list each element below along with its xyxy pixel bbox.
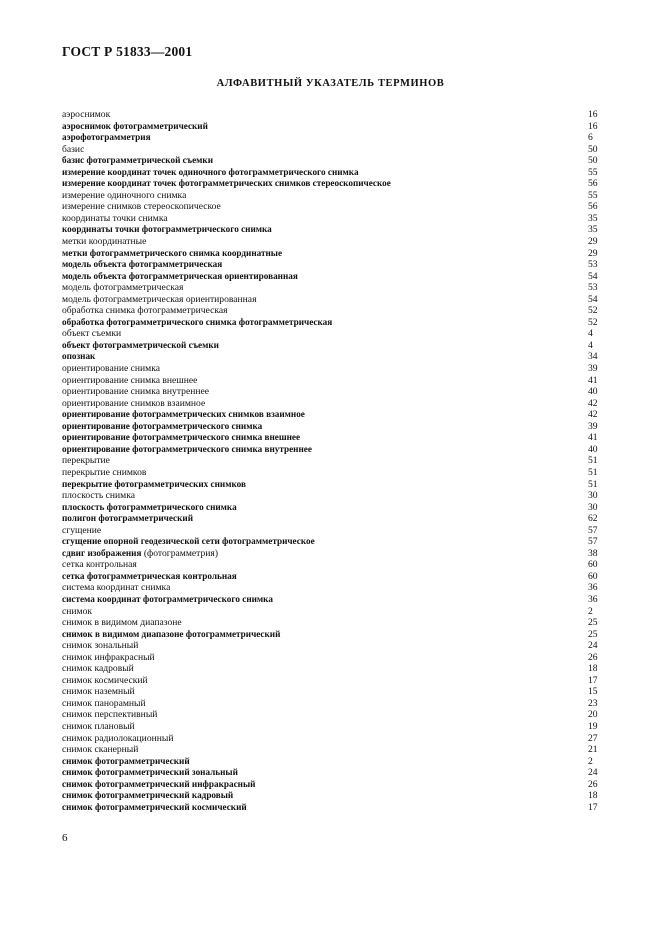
index-entry xyxy=(62,178,600,190)
index-page-ref: 17 xyxy=(588,801,598,813)
index-entry xyxy=(62,779,600,791)
index-term-text: снимок космический xyxy=(62,674,148,686)
index-page-ref: 17 xyxy=(588,674,598,686)
index-page-ref: 36 xyxy=(588,593,598,605)
index-term xyxy=(62,640,138,652)
index-entry xyxy=(62,467,600,479)
index-term xyxy=(62,548,218,560)
index-page-ref: 16 xyxy=(588,109,598,120)
index-term xyxy=(62,559,137,571)
index-entry xyxy=(62,548,600,560)
index-term-text: снимок в видимом диапазоне фотограмметрический xyxy=(62,628,281,639)
index-term-text: аэрофотограмметрия xyxy=(62,132,151,143)
index-term xyxy=(62,259,222,271)
index-term-text: снимок фотограмметрический xyxy=(62,755,190,766)
index-page-ref: 41 xyxy=(588,374,598,386)
index-entry xyxy=(62,802,600,814)
index-term-text: модель объекта фотограмметрическая ориентированная xyxy=(62,270,298,281)
index-entry xyxy=(62,190,600,202)
index-entry xyxy=(62,201,600,213)
index-page-ref: 55 xyxy=(588,189,598,201)
index-term xyxy=(62,375,197,387)
index-entry xyxy=(62,363,600,375)
index-page-ref: 29 xyxy=(588,236,598,248)
index-term-text: снимок плановый xyxy=(62,720,135,732)
index-term xyxy=(62,109,110,121)
index-term-text: сетка фотограмметрическая контрольная xyxy=(62,570,237,581)
index-page-ref: 57 xyxy=(588,524,598,536)
index-page-ref: 40 xyxy=(588,443,598,455)
index-term-text: перекрытие фотограмметрических снимков xyxy=(62,478,246,489)
index-term xyxy=(62,282,183,294)
index-entry xyxy=(62,167,600,179)
index-term xyxy=(62,675,148,687)
index-entry xyxy=(62,455,600,467)
index-page-ref: 4 xyxy=(588,328,593,340)
index-term-text: обработка фотограмметрического снимка фотограмметрическая xyxy=(62,316,333,327)
index-term-text: плоскость фотограмметрического снимка xyxy=(62,501,237,512)
index-entry xyxy=(62,513,600,525)
index-entry xyxy=(62,686,600,698)
index-term-text: сдвиг изображения xyxy=(62,547,142,558)
index-entry xyxy=(62,282,600,294)
index-term-text: модель фотограмметрическая ориентированная xyxy=(62,293,257,305)
index-term xyxy=(62,513,193,525)
index-page-ref: 19 xyxy=(588,720,598,732)
index-entry xyxy=(62,479,600,491)
index-entry xyxy=(62,490,600,502)
index-term-text: объект фотограмметрической съемки xyxy=(62,339,219,350)
index-entry xyxy=(62,121,600,133)
index-term-text: снимок фотограмметрический инфракрасный xyxy=(62,778,256,789)
index-term xyxy=(62,686,135,698)
index-term-text: снимок в видимом диапазоне xyxy=(62,617,182,629)
index-page-ref: 25 xyxy=(588,617,598,629)
index-term xyxy=(62,132,151,144)
index-entry xyxy=(62,629,600,641)
index-term xyxy=(62,155,213,167)
index-term xyxy=(62,721,135,733)
index-term-text: ориентирование снимков взаимное xyxy=(62,397,206,409)
index-term-text: обработка снимка фотограмметрическая xyxy=(62,305,228,317)
index-term xyxy=(62,756,190,768)
index-term-text: измерение координат точек фотограмметрических снимков стереоскопическое xyxy=(62,178,391,189)
index-term xyxy=(62,767,238,779)
index-page-ref: 53 xyxy=(588,259,598,271)
index-term xyxy=(62,709,157,721)
index-term-text: модель фотограмметрическая xyxy=(62,282,184,294)
index-term xyxy=(62,663,134,675)
index-term xyxy=(62,178,391,190)
index-term xyxy=(62,652,155,664)
index-term-text: измерение координат точек одиночного фотограмметрического снимка xyxy=(62,166,359,177)
index-term-text: система координат снимка xyxy=(62,582,171,594)
index-page-ref: 2 xyxy=(588,755,593,767)
index-page-ref: 4 xyxy=(588,339,593,351)
index-term-text: измерение снимков стереоскопическое xyxy=(62,201,221,213)
index-term-text: система координат фотограмметрического снимка xyxy=(62,593,273,604)
index-term-text: метки координатные xyxy=(62,236,147,248)
index-page-ref: 51 xyxy=(588,455,598,467)
index-term xyxy=(62,421,262,433)
index-term-text: снимок зональный xyxy=(62,640,139,652)
index-page-ref: 40 xyxy=(588,386,598,398)
index-page-ref: 39 xyxy=(588,363,598,375)
index-entry xyxy=(62,606,600,618)
index-entry xyxy=(62,340,600,352)
index-term xyxy=(62,455,110,467)
index-entry xyxy=(62,536,600,548)
index-term xyxy=(62,328,121,340)
index-page-ref: 62 xyxy=(588,513,598,525)
index-term xyxy=(62,386,209,398)
index-entry xyxy=(62,155,600,167)
index-term xyxy=(62,167,359,179)
index-entry xyxy=(62,109,600,121)
index-page-ref: 27 xyxy=(588,732,598,744)
index-term-text: перекрытие снимков xyxy=(62,466,147,478)
index-term-text: снимок радиолокационный xyxy=(62,732,174,744)
index-entry xyxy=(62,721,600,733)
index-term-text: измерение одиночного снимка xyxy=(62,189,187,201)
index-term xyxy=(62,340,219,352)
index-term xyxy=(62,121,208,133)
index-page-ref: 39 xyxy=(588,420,598,432)
index-term xyxy=(62,744,138,756)
index-page-ref: 30 xyxy=(588,501,598,513)
index-term xyxy=(62,606,92,618)
index-entry xyxy=(62,224,600,236)
index-page-ref: 56 xyxy=(588,201,598,213)
index-entry xyxy=(62,652,600,664)
index-page-ref: 54 xyxy=(588,293,598,305)
index-term xyxy=(62,363,160,375)
index-term-text: снимок фотограмметрический космический xyxy=(62,801,247,812)
index-page-ref: 34 xyxy=(588,351,598,363)
index-entry xyxy=(62,744,600,756)
index-entry xyxy=(62,421,600,433)
index-term-text: снимок панорамный xyxy=(62,697,146,709)
index-term xyxy=(62,594,273,606)
index-term xyxy=(62,432,300,444)
index-entry xyxy=(62,144,600,156)
index-term xyxy=(62,502,237,514)
index-entry xyxy=(62,328,600,340)
index-page-ref: 15 xyxy=(588,686,598,698)
index-entry xyxy=(62,259,600,271)
index-term-text: координаты точки фотограмметрического снимка xyxy=(62,224,272,235)
index-term-text: аэроснимок фотограмметрический xyxy=(62,120,208,131)
index-entry xyxy=(62,756,600,768)
index-term-text: объект съемки xyxy=(62,328,122,340)
index-page-ref: 35 xyxy=(588,212,598,224)
index-term xyxy=(62,351,95,363)
index-page-ref: 54 xyxy=(588,270,598,282)
index-entry xyxy=(62,640,600,652)
index-term xyxy=(62,317,332,329)
index-term-text: снимок наземный xyxy=(62,686,135,698)
index-page-ref: 41 xyxy=(588,432,598,444)
index-term-text: опознак xyxy=(62,351,96,362)
index-term-text: аэроснимок xyxy=(62,109,111,120)
index-page-ref: 60 xyxy=(588,570,598,582)
index-term xyxy=(62,479,246,491)
index-entry xyxy=(62,594,600,606)
index-term-text: ориентирование фотограмметрического снимка внешнее xyxy=(62,432,301,443)
index-term-text: базис xyxy=(62,143,85,155)
index-entry xyxy=(62,132,600,144)
index-term-text: снимок перспективный xyxy=(62,709,158,721)
index-entry xyxy=(62,733,600,745)
index-term xyxy=(62,144,84,156)
index-page-ref: 51 xyxy=(588,478,598,490)
index-term xyxy=(62,467,146,479)
index-entry xyxy=(62,375,600,387)
index-page-ref: 23 xyxy=(588,697,598,709)
index-term-text: снимок фотограмметрический зональный xyxy=(62,767,238,778)
index-term xyxy=(62,802,247,814)
index-entry xyxy=(62,767,600,779)
index-entry xyxy=(62,271,600,283)
index-page-ref: 35 xyxy=(588,224,598,236)
index-page-ref: 52 xyxy=(588,305,598,317)
index-term xyxy=(62,444,312,456)
index-term-text: сетка контрольная xyxy=(62,559,137,571)
index-title: АЛФАВИТНЫЙ УКАЗАТЕЛЬ ТЕРМИНОВ xyxy=(216,78,445,89)
index-term xyxy=(62,582,170,594)
index-page-ref: 16 xyxy=(588,120,598,132)
index-page-ref: 24 xyxy=(588,640,598,652)
index-term xyxy=(62,698,146,710)
index-entry xyxy=(62,559,600,571)
index-term-text: сгущение опорной геодезической сети фотограмметрическое xyxy=(62,536,315,547)
index-term xyxy=(62,294,256,306)
index-term xyxy=(62,779,255,791)
index-term-text: снимок сканерный xyxy=(62,744,139,756)
index-entry xyxy=(62,213,600,225)
index-entry xyxy=(62,663,600,675)
index-term xyxy=(62,271,298,283)
index-entry xyxy=(62,294,600,306)
index-term-text: перекрытие xyxy=(62,455,110,467)
index-entry xyxy=(62,790,600,802)
index-term xyxy=(62,490,135,502)
index-entry xyxy=(62,432,600,444)
index-term xyxy=(62,201,221,213)
index-term-text: снимок xyxy=(62,605,93,617)
index-page-ref: 38 xyxy=(588,547,598,559)
index-term-text: ориентирование снимка внешнее xyxy=(62,374,198,386)
index-term-text: ориентирование снимка xyxy=(62,363,160,375)
index-entry xyxy=(62,582,600,594)
index-page-ref: 6 xyxy=(588,132,593,144)
index-term-text: ориентирование снимка внутреннее xyxy=(62,386,210,398)
index-term-text: снимок инфракрасный xyxy=(62,651,155,663)
index-entry xyxy=(62,571,600,583)
index-entry xyxy=(62,444,600,456)
index-term-text: плоскость снимка xyxy=(62,490,136,502)
index-term xyxy=(62,629,280,641)
index-term xyxy=(62,525,101,537)
index-page-ref: 55 xyxy=(588,166,598,178)
index-entry xyxy=(62,502,600,514)
index-term xyxy=(62,571,237,583)
index-entry xyxy=(62,398,600,410)
index-entry xyxy=(62,525,600,537)
index-page-ref: 36 xyxy=(588,582,598,594)
index-term-text: сгущение xyxy=(62,524,102,536)
index-term xyxy=(62,248,282,260)
index-entry xyxy=(62,236,600,248)
index-term xyxy=(62,190,186,202)
index-page-ref: 51 xyxy=(588,466,598,478)
index-entry xyxy=(62,409,600,421)
index-term-text: координаты точки снимка xyxy=(62,212,168,224)
index-page-ref: 25 xyxy=(588,628,598,640)
index-page-ref: 24 xyxy=(588,767,598,779)
index-page-ref: 42 xyxy=(588,409,598,421)
index-entry xyxy=(62,305,600,317)
index-term xyxy=(62,790,233,802)
index-term xyxy=(62,409,305,421)
index-term-qualifier: (фотограмметрия) xyxy=(141,547,219,559)
index-page-ref: 57 xyxy=(588,536,598,548)
index-page-ref: 29 xyxy=(588,247,598,259)
index-page-ref: 26 xyxy=(588,778,598,790)
index-term-text: базис фотограмметрической съемки xyxy=(62,155,214,166)
index-page-ref: 18 xyxy=(588,790,598,802)
index-page-ref: 56 xyxy=(588,178,598,190)
index-page-ref: 60 xyxy=(588,559,598,571)
index-page-ref: 18 xyxy=(588,663,598,675)
index-entry xyxy=(62,386,600,398)
index-page-ref: 52 xyxy=(588,316,598,328)
index-entry xyxy=(62,617,600,629)
index-term-text: снимок кадровый xyxy=(62,663,134,675)
index-term-text: метки фотограмметрического снимка координатные xyxy=(62,247,283,258)
index-term-text: ориентирование фотограмметрических снимков взаимное xyxy=(62,409,305,420)
index-term-text: полигон фотограмметрический xyxy=(62,513,193,524)
index-term xyxy=(62,398,205,410)
index-term-text: ориентирование фотограмметрического снимка xyxy=(62,420,263,431)
index-entry xyxy=(62,248,600,260)
index-page-ref: 42 xyxy=(588,397,598,409)
index-term xyxy=(62,305,228,317)
index-page-ref: 50 xyxy=(588,143,598,155)
term-index-list xyxy=(62,109,600,813)
index-entry xyxy=(62,675,600,687)
index-term xyxy=(62,224,272,236)
index-term xyxy=(62,617,182,629)
index-term-text: снимок фотограмметрический кадровый xyxy=(62,790,234,801)
index-page-ref: 21 xyxy=(588,744,598,756)
index-term-text: ориентирование фотограмметрического снимка внутреннее xyxy=(62,443,312,454)
index-entry xyxy=(62,709,600,721)
index-page-ref: 30 xyxy=(588,490,598,502)
index-term xyxy=(62,236,146,248)
index-term xyxy=(62,213,168,225)
index-entry xyxy=(62,698,600,710)
index-term-text: модель объекта фотограмметрическая xyxy=(62,259,223,270)
page-number: 6 xyxy=(62,832,68,844)
index-page-ref: 50 xyxy=(588,155,598,167)
index-term xyxy=(62,733,173,745)
document-code: ГОСТ Р 51833—2001 xyxy=(62,44,193,59)
index-page-ref: 2 xyxy=(588,605,593,617)
index-page-ref: 26 xyxy=(588,651,598,663)
index-entry xyxy=(62,317,600,329)
index-page-ref: 20 xyxy=(588,709,598,721)
index-term xyxy=(62,536,315,548)
index-entry xyxy=(62,351,600,363)
index-page-ref: 53 xyxy=(588,282,598,294)
